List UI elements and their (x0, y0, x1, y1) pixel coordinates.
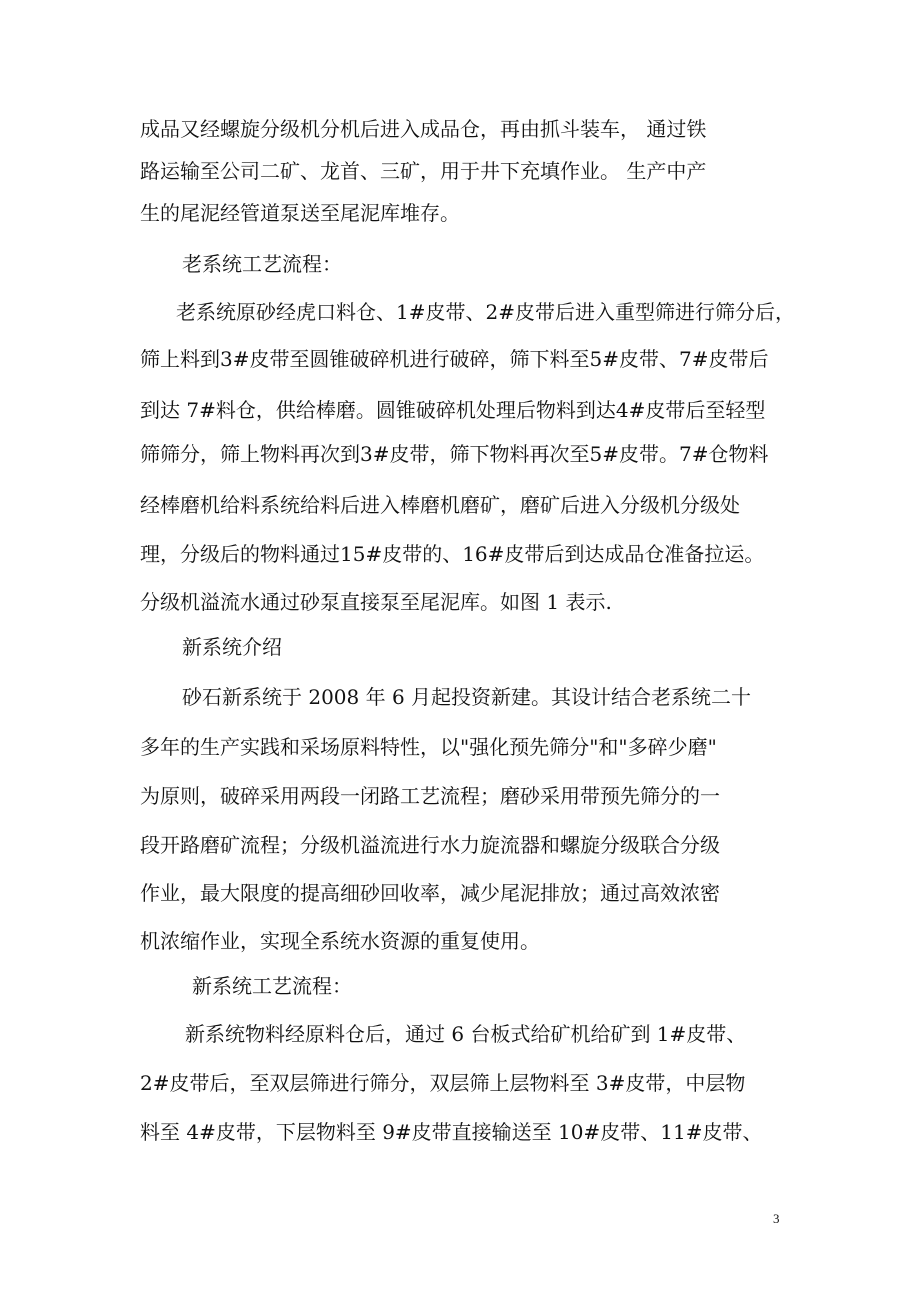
body-line: 作业，最大限度的提高细砂回收率，减少尾泥排放；通过高效浓密 (140, 881, 720, 905)
body-line: 到达 7#料仓，供给棒磨。圆锥破碎机处理后物料到达4#皮带后至轻型 (140, 398, 766, 422)
body-line: 路运输至公司二矿、龙首、三矿，用于井下充填作业。 生产中产 (140, 159, 707, 183)
body-line: 砂石新系统于 2008 年 6 月起投资新建。其设计结合老系统二十 (182, 685, 752, 709)
body-line: 理，分级后的物料通过15#皮带的、16#皮带后到达成品仓准备拉运。 (140, 542, 765, 566)
page-number: 3 (773, 1211, 780, 1226)
body-line: 料至 4#皮带，下层物料至 9#皮带直接输送至 10#皮带、11#皮带、 (140, 1120, 763, 1144)
body-line: 2#皮带后，至双层筛进行筛分，双层筛上层物料至 3#皮带，中层物 (140, 1071, 746, 1095)
body-line: 新系统物料经原料仓后，通过 6 台板式给矿机给矿到 1#皮带、 (185, 1022, 747, 1046)
body-line: 分级机溢流水通过砂泵直接泵至尾泥库。如图 1 表示. (140, 590, 612, 614)
body-line: 为原则，破碎采用两段一闭路工艺流程；磨砂采用带预先筛分的一 (140, 784, 720, 808)
section-heading: 新系统工艺流程： (192, 974, 352, 998)
body-line: 段开路磨矿流程；分级机溢流进行水力旋流器和螺旋分级联合分级 (140, 833, 720, 857)
section-heading: 新系统介绍 (182, 635, 282, 659)
section-heading: 老系统工艺流程： (182, 252, 342, 276)
body-line: 生的尾泥经管道泵送至尾泥库堆存。 (140, 201, 460, 225)
body-line: 经棒磨机给料系统给料后进入棒磨机磨矿，磨矿后进入分级机分级处 (140, 493, 740, 517)
body-line: 多年的生产实践和采场原料特性，以"强化预先筛分"和"多碎少磨" (140, 735, 717, 759)
body-line: 筛筛分，筛上物料再次到3#皮带，筛下物料再次至5#皮带。7#仓物料 (140, 442, 769, 466)
body-line: 成品又经螺旋分级机分机后进入成品仓，再由抓斗装车， 通过铁 (140, 117, 707, 141)
body-line: 老系统原砂经虎口料仓、1#皮带、2#皮带后进入重型筛进行筛分后， (176, 300, 795, 324)
body-line: 筛上料到3#皮带至圆锥破碎机进行破碎，筛下料至5#皮带、7#皮带后 (140, 347, 769, 371)
body-line: 机浓缩作业，实现全系统水资源的重复使用。 (140, 929, 540, 953)
